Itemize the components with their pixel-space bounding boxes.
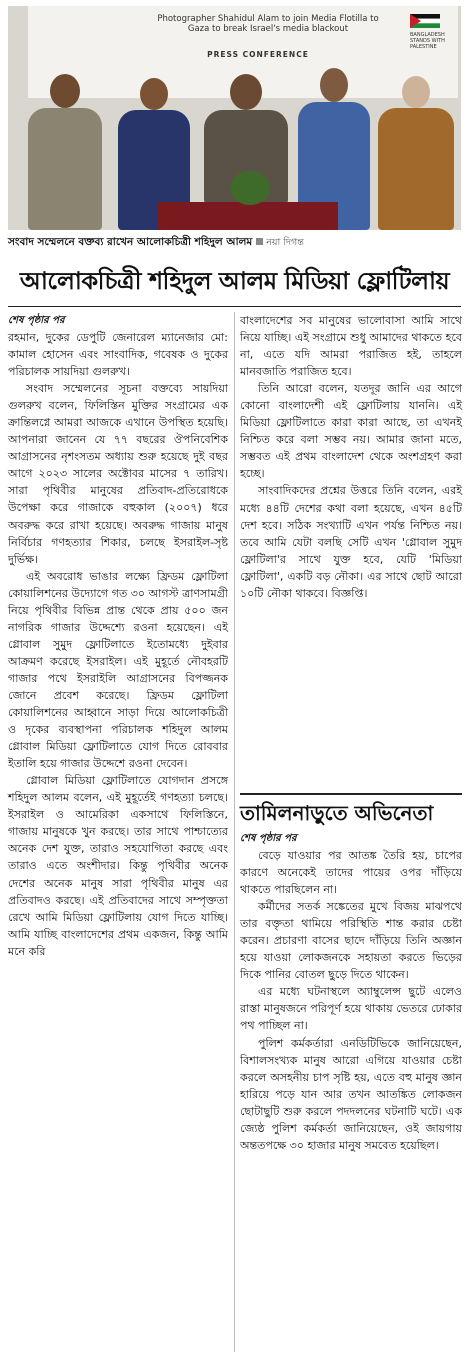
banner-logo-text: BANGLADESH STANDS WITH PALESTINE	[410, 32, 445, 50]
left-column	[8, 312, 228, 960]
caption-separator-icon	[256, 238, 263, 245]
second-paragraph: পুলিশ কর্মকর্তারা এনডিটিভিকে জানিয়েছেন, বিশালসংখ্যক মানুষ আরো এগিয়ে যাওয়ার চেষ্টা করলে অসহনীয় চাপ সৃষ্টি হয়, এতে বহু মানুষ জ্ঞান হারিয়ে পড়ে যান আর তখন আতঙ্কিত লোকজন ছোটাছুটি শুরু করলে পদদলনের ঘটনাটি ঘটে। এক জ্যেষ্ঠ পুলিশ কর্মকর্তা জানিয়েছেন, ওই জায়গায় অন্ততপক্ষে ৩০ হাজার মানুষ সমবেত হয়েছিল।	[240, 1036, 462, 1152]
left-paragraph: রহমান, দুকের ডেপুটি জেনারেল ম্যানেজার মো: কামাল হোসেন এবং সাংবাদিক, গবেষক ও দুকের পরিচালক সায়দিয়া গুলরুখ।	[8, 331, 228, 379]
caption-credit: নয়া দিগন্ত	[266, 237, 304, 248]
left-paragraph: সংবাদ সম্মেলনের সূচনা বক্তব্যে সায়দিয়া গুলরুখ বলেন, ফিলিস্তিন মুক্তির সংগ্রামের এক ক্রান্তিলগ্নে আমরা আজকে এখানে উপস্থিত হয়েছি। আপনারা জানেন যে ৭৭ বছরের ঔপনিবেশিক আগ্রাসনের নৃশংসতম অধ্যায় শুরু হয়েছে দুই বছর আগে ২০২৩ সালের অক্টোবর মাসের ৭ তারিখ। সারা পৃথিবীর মানুষের প্রতিবাদ-প্রতিরোধকে উপেক্ষা করে গাজাকে বহুকাল (২০০৭) ধরে অবরুদ্ধ করে রাখা হয়েছে। অবরুদ্ধ গাজায় মানুষ নির্বিচার গণহত্যার শিকার, চলছে ইসরাইল-সৃষ্ট দুর্ভিক্ষ।	[8, 382, 228, 566]
left-paragraph: এই অবরোধ ভাঙার লক্ষ্যে ফ্রিডম ফ্লোটিলা কোয়ালিশনের উদ্যোগে গত ৩০ আগস্ট ত্রাণসামগ্রী নিয়ে পৃথিবীর বিভিন্ন প্রান্ত থেকে প্রায় ৫০০ জন নাগরিক গাজার উদ্দেশ্যে রওনা হয়েছেন। এই গ্লোবাল সুমুদ ফ্লোটিলাতে ইতোমধ্যে দুইবার আক্রমণ করেছে ইসরাইল। এই মুহূর্তে নৌবহরটি গাজার পথে ইসরাইলি আগ্রাসনের বিপজ্জনক জোনে প্রবেশ করেছে। ফ্রিডম ফ্লোটিলা কোয়ালিশনের আহ্বানে সাড়া দিয়ে আলোকচিত্রী ও দৃকের ব্যবস্থাপনা পরিচালক শহিদুল আলম গ্লোবাল মিডিয়া ফ্লোটিলাতে যোগ দিতে রোববার ইতালি হয়ে গাজার উদ্দেশে রওনা দেবেন।	[8, 569, 228, 771]
palestine-flag-icon	[410, 14, 440, 28]
main-headline: আলোকচিত্রী শহিদুল আলম মিডিয়া ফ্লোটিলায়	[19, 267, 450, 295]
person-5	[376, 76, 456, 230]
left-continued-label: শেষ পৃষ্ঠার পর	[8, 315, 65, 326]
second-article-body	[240, 830, 462, 1154]
column-divider	[234, 312, 235, 1352]
left-paragraph: গ্লোবাল মিডিয়া ফ্লোটিলাতে যোগদান প্রসঙ্গে শহিদুল আলম বলেন, এই মুহূর্তেই গণহত্যা চলছে। ইসরাইল ও আমেরিকা একসাথে ফিলিস্তিনে, গাজায় মানুষকে খুন করছে। তার সাথে পাশ্চাত্যের অনেক দেশ যুক্ত, তারাও সহযোগিতা করছে এবং তারাও এতে অংশীদার। কিন্তু পৃথিবীর অনেক দেশের অনেক মানুষ সারা পৃথিবীর মানুষ এর প্রতিবাদও করছে। এই প্রতিবাদের সাথে সম্পৃক্ততা রেখে আমি মিডিয়া ফ্লোটিলায় যোগ দিতে যাচ্ছি। আমি যাচ্ছি বাংলাদেশের প্রথম একজন, কিন্তু আমি মনে করি	[8, 774, 228, 958]
conference-table	[158, 202, 338, 230]
right-column	[240, 312, 462, 602]
flower-plant	[230, 171, 270, 205]
headline-rule	[8, 306, 461, 307]
right-paragraph: বাংলাদেশের সব মানুষের ভালোবাসা আমি সাথে নিয়ে যাচ্ছি। এই সংগ্রামে শুধু আমাদের থাকতে হবে না, এতে যদি আমরা পরাজিত হই, তাহলে মানবজাতি পরাজিত হবে।	[240, 314, 462, 379]
person-1	[26, 74, 106, 230]
second-article-headline: তামিলনাড়ুতে অভিনেতা	[240, 801, 434, 825]
right-paragraph: তিনি আরো বলেন, যতদূর জানি এর আগে কোনো বাংলাদেশী এই ফ্লোটিলায় যাননি। এই মিডিয়া ফ্লোটিলাতে কারা কারা আছে, তা এখনই নিশ্চিত করে বলা সম্ভব নয়। আমার জানা মতে, সম্ভবত এই প্রথম বাংলাদেশ থেকে অংশগ্রহণ করা হচ্ছে।	[240, 382, 462, 481]
banner-subtitle: PRESS CONFERENCE	[207, 50, 309, 59]
second-paragraph: কর্মীদের সতর্ক সঙ্কেতের মুখে বিজয় মাঝপথে তার বক্তৃতা থামিয়ে পরিস্থিতি শান্ত করার চেষ্টা করেন। প্রচারণা বাসের ছাদে দাঁড়িয়ে তিনি অজ্ঞান হয়ে যাওয়া লোকজনকে সহায়তা করতে ভিড়ের দিকে পানির বোতল ছুড়ে দিতে থাকেন।	[240, 900, 462, 982]
second-paragraph: বেড়ে যাওয়ার পর আতঙ্ক তৈরি হয়, চাপের কারণে অনেকেই তাদের পায়ের ওপর দাঁড়িয়ে থাকতে পারছিলেন না।	[240, 849, 462, 897]
second-article-rule	[240, 793, 462, 795]
banner-title: Photographer Shahidul Alam to join Media Flotilla to Gaza to break Israel's media blackout	[157, 14, 379, 34]
second-paragraph: এর মধ্যে ঘটনাস্থলে অ্যাম্বুলেন্স ছুটে এলেও রাস্তা মানুষজনে পরিপূর্ণ হয়ে থাকায় ভেতরে ঢোকার পথ পাচ্ছিল না।	[240, 985, 462, 1033]
second-continued-label: শেষ পৃষ্ঠার পর	[240, 833, 297, 844]
caption-text: সংবাদ সম্মেলনে বক্তব্য রাখেন আলোকচিত্রী শহিদুল আলম	[8, 236, 253, 248]
press-conference-photo	[8, 6, 461, 230]
right-paragraph: সাংবাদিকদের প্রশ্নের উত্তরে তিনি বলেন, এরই মধ্যে ৪৪টি দেশের কথা বলা হয়েছে, এখন ৪৫টি দেশ হবে। সঠিক সংখ্যাটি এখন পর্যন্ত নিশ্চিত নয়। তবে আমি যেটা বলছি সেটি এখন 'গ্লোবাল সুমুদ ফ্লোটিলা'র সাথে যুক্ত হবে, যেটি 'মিডিয়া ফ্লোটিলা', একটি বড় নৌকা। এর সাথে ছোট আরো ১০টি নৌকা থাকবে। বিজ্ঞপ্তি।	[240, 484, 462, 600]
photo-caption	[8, 232, 461, 252]
